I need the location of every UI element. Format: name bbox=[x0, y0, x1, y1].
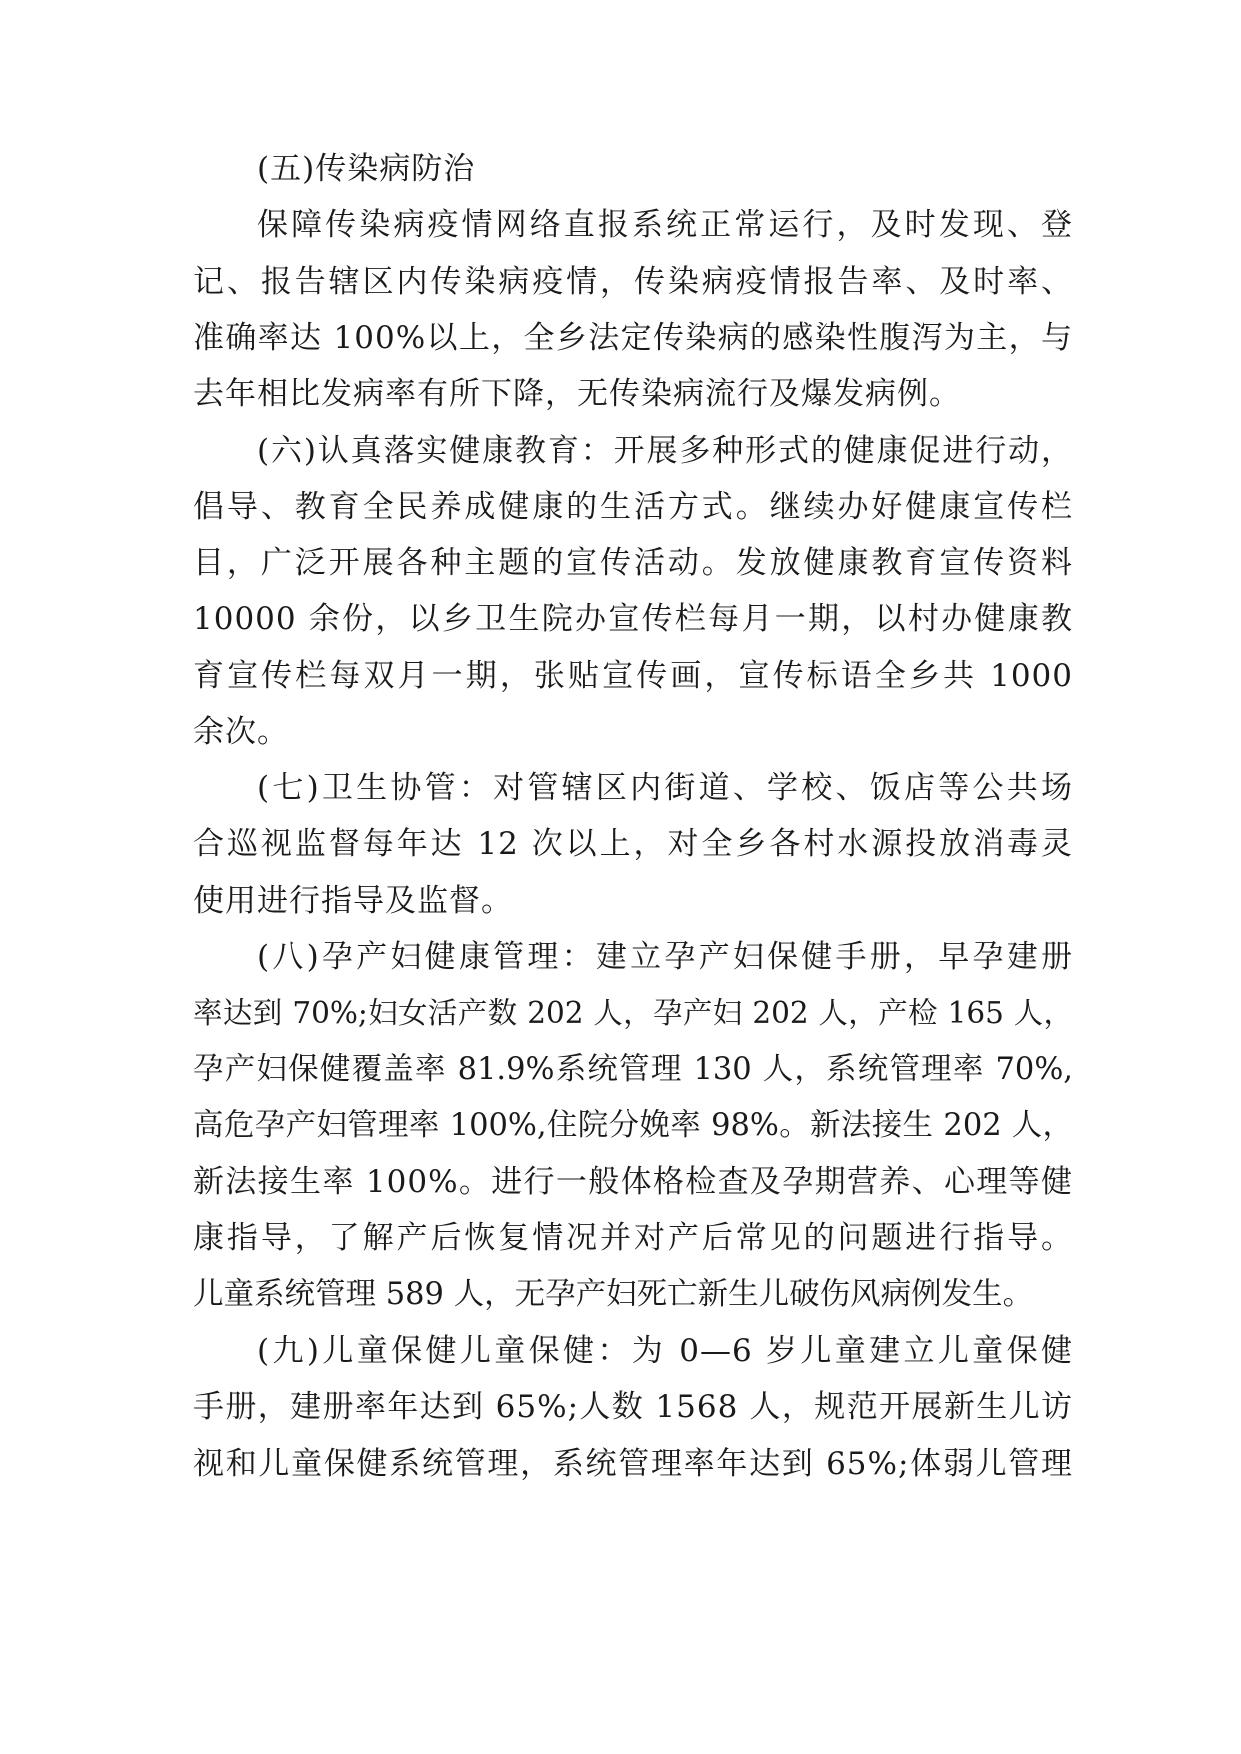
paragraph-line: 育宣传栏每双月一期，张贴宣传画，宣传标语全乡共 1000 bbox=[193, 658, 1073, 694]
paragraph-line: 使用进行指导及监督。 bbox=[193, 883, 513, 919]
paragraph-line: 去年相比发病率有所下降，无传染病流行及爆发病例。 bbox=[193, 376, 961, 412]
paragraph-line: 新法接生率 100%。进行一般体格检查及孕期营养、心理等健 bbox=[193, 1164, 1073, 1200]
paragraph-line: 倡导、教育全民养成健康的生活方式。继续办好健康宣传栏 bbox=[193, 489, 1073, 525]
paragraph-line: 康指导，了解产后恢复情况并对产后常见的问题进行指导。 bbox=[193, 1220, 1073, 1256]
paragraph-line: 儿童系统管理 589 人，无孕产妇死亡新生儿破伤风病例发生。 bbox=[193, 1277, 1034, 1312]
section-heading-9: (九)儿童保健儿童保健：为 0—6 岁儿童建立儿童保健 bbox=[257, 1333, 1073, 1369]
paragraph-line: 10000 余份，以乡卫生院办宣传栏每月一期，以村办健康教 bbox=[193, 601, 1073, 637]
paragraph-line: 准确率达 100%以上，全乡法定传染病的感染性腹泻为主，与 bbox=[193, 320, 1073, 356]
section-heading-5: (五)传染病防治 bbox=[257, 151, 476, 187]
paragraph-line: 余次。 bbox=[193, 714, 289, 750]
paragraph-line: 记、报告辖区内传染病疫情，传染病疫情报告率、及时率、 bbox=[193, 264, 1073, 300]
paragraph-line: 手册，建册率年达到 65%;人数 1568 人，规范开展新生儿访 bbox=[193, 1389, 1073, 1425]
section-heading-7: (七)卫生协管：对管辖区内街道、学校、饭店等公共场 bbox=[257, 770, 1073, 806]
paragraph-line: 合巡视监督每年达 12 次以上，对全乡各村水源投放消毒灵 bbox=[193, 826, 1073, 862]
paragraph-line: 孕产妇保健覆盖率 81.9%系统管理 130 人，系统管理率 70%, bbox=[193, 1052, 1073, 1087]
section-heading-8: (八)孕产妇健康管理：建立孕产妇保健手册，早孕建册 bbox=[257, 939, 1073, 975]
section-heading-6: (六)认真落实健康教育：开展多种形式的健康促进行动， bbox=[257, 433, 1073, 469]
paragraph-line: 高危孕产妇管理率 100%,住院分娩率 98%。新法接生 202 人， bbox=[193, 1108, 1073, 1143]
paragraph-line: 视和儿童保健系统管理，系统管理率年达到 65%;体弱儿管理 bbox=[193, 1446, 1073, 1482]
paragraph-line: 率达到 70%;妇女活产数 202 人，孕产妇 202 人，产检 165 人， bbox=[193, 996, 1073, 1030]
paragraph-line: 保障传染病疫情网络直报系统正常运行，及时发现、登 bbox=[257, 207, 1073, 243]
paragraph-line: 目，广泛开展各种主题的宣传活动。发放健康教育宣传资料 bbox=[193, 545, 1073, 581]
